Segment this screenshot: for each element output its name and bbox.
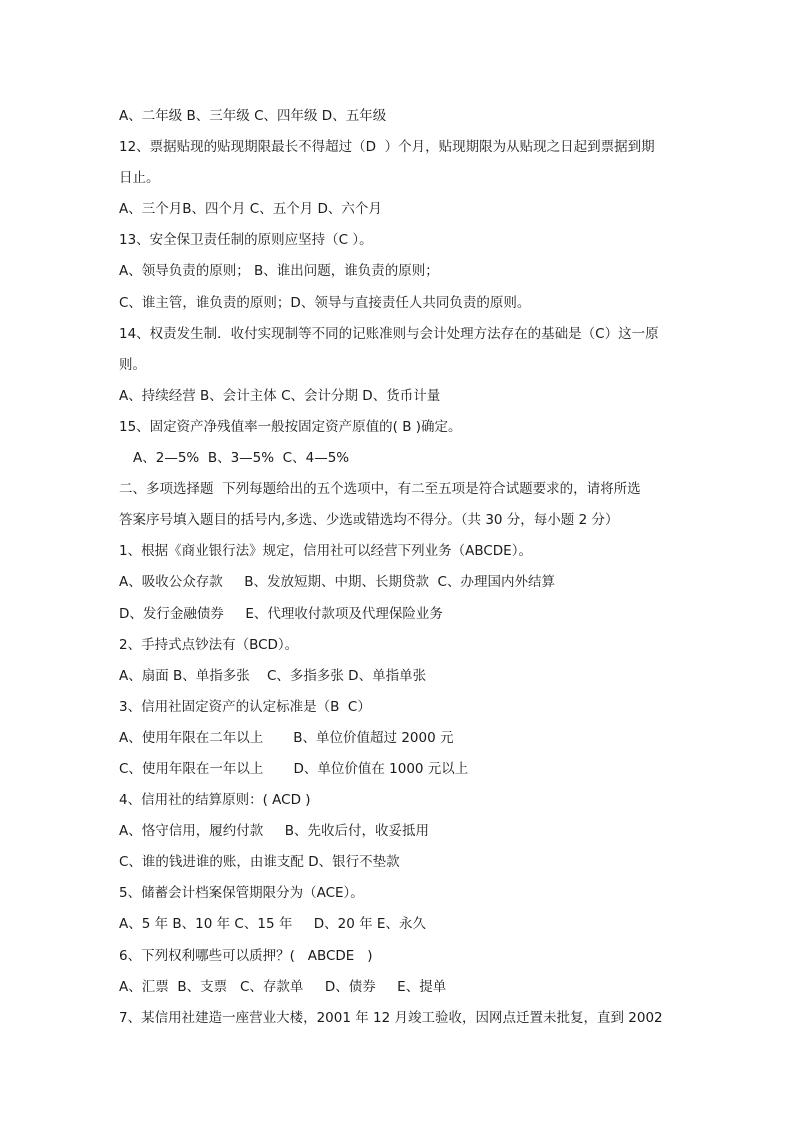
mc-answer-options-4-c-d: C、谁的钱进谁的账，由谁支配 D、银行不垫款 bbox=[119, 854, 400, 871]
mc-question-6: 6、下列权利哪些可以质押？( ABCDE ) bbox=[119, 947, 373, 964]
answer-options-q15: A、2—5% B、3—5% C、4—5% bbox=[133, 450, 350, 467]
mc-question-2: 2、手持式点钞法有（BCD）。 bbox=[119, 636, 299, 653]
mc-answer-options-3-c-d: C、使用年限在一年以上 D、单位价值在 1000 元以上 bbox=[119, 760, 469, 777]
question-13: 13、安全保卫责任制的原则应坚持（C ）。 bbox=[119, 232, 373, 249]
question-12: 12、票据贴现的贴现期限最长不得超过（D ）个月，贴现期限为从贴现之日起到票据到期 bbox=[119, 139, 655, 156]
section-heading-multiple-choice: 二、多项选择题 下列每题给出的五个选项中，有二至五项是符合试题要求的，请将所选 bbox=[119, 481, 641, 498]
answer-options-q13-a-b: A、领导负责的原则； B、谁出问题，谁负责的原则； bbox=[119, 263, 439, 280]
mc-answer-options-6: A、汇票 B、支票 C、存款单 D、债券 E、提单 bbox=[119, 978, 447, 995]
mc-answer-options-3-a-b: A、使用年限在二年以上 B、单位价值超过 2000 元 bbox=[119, 729, 454, 746]
section-instructions: 答案序号填入题目的括号内,多选、少选或错选均不得分。（共 30 分，每小题 2 分） bbox=[119, 512, 619, 529]
mc-question-1: 1、根据《商业银行法》规定，信用社可以经营下列业务（ABCDE）。 bbox=[119, 543, 532, 560]
document-body bbox=[119, 101, 679, 1034]
mc-answer-options-4-a-b: A、恪守信用，履约付款 B、先收后付，收妥抵用 bbox=[119, 823, 429, 840]
question-14: 14、权责发生制．收付实现制等不同的记账准则与会计处理方法存在的基础是（C）这一原 bbox=[119, 325, 659, 342]
mc-question-4: 4、信用社的结算原则：( ACD ) bbox=[119, 792, 311, 809]
answer-options-q13-c-d: C、谁主管，谁负责的原则；D、领导与直接责任人共同负责的原则。 bbox=[119, 294, 531, 311]
mc-question-3: 3、信用社固定资产的认定标准是（B C） bbox=[119, 698, 371, 715]
mc-question-5: 5、储蓄会计档案保管期限分为（ACE）。 bbox=[119, 885, 364, 902]
mc-question-7: 7、某信用社建造一座营业大楼，2001 年 12 月竣工验收，因网点迁置未批复，直到 2002 bbox=[119, 1009, 663, 1026]
answer-options-q14: A、持续经营 B、会计主体 C、会计分期 D、货币计量 bbox=[119, 387, 441, 404]
question-12-continued: 日止。 bbox=[119, 170, 160, 187]
answer-options-q12: A、三个月B、四个月 C、五个月 D、六个月 bbox=[119, 201, 382, 218]
mc-answer-options-1-d-e: D、发行金融债券 E、代理收付款项及代理保险业务 bbox=[119, 605, 443, 622]
mc-answer-options-1-a-c: A、吸收公众存款 B、发放短期、中期、长期贷款 C、办理国内外结算 bbox=[119, 574, 555, 591]
mc-answer-options-5: A、5 年 B、10 年 C、15 年 D、20 年 E、永久 bbox=[119, 916, 426, 933]
mc-answer-options-2: A、扇面 B、单指多张 C、多指多张 D、单指单张 bbox=[119, 667, 427, 684]
question-15: 15、固定资产净残值率一般按固定资产原值的( B )确定。 bbox=[119, 418, 462, 435]
answer-options-q11: A、二年级 B、三年级 C、四年级 D、五年级 bbox=[119, 108, 387, 124]
question-14-continued: 则。 bbox=[119, 356, 146, 373]
